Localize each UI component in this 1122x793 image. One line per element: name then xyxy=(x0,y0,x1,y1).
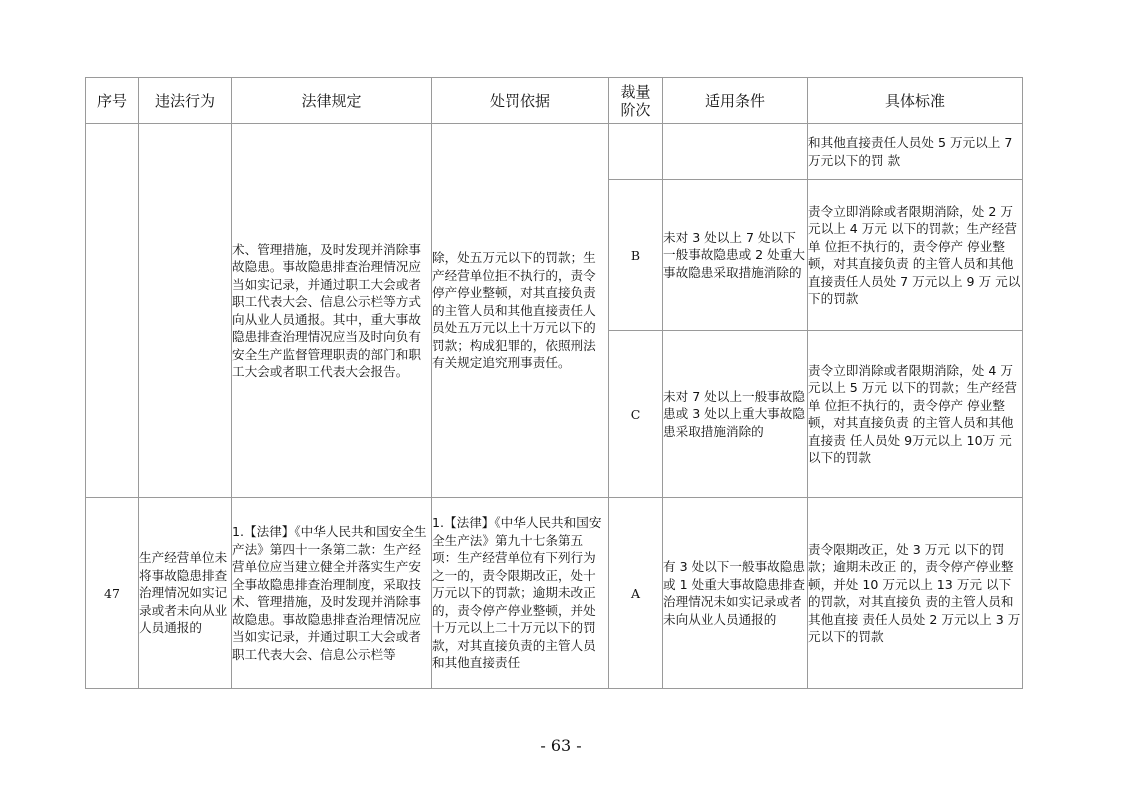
level-c-cell: C xyxy=(609,331,663,498)
cont-seq-cell xyxy=(86,124,139,498)
table-header-row xyxy=(86,78,1023,124)
table-row xyxy=(86,498,1023,689)
standard-b-cell: 责令立即消除或者限期消除，处 2 万元以上 4 万元 以下的罚款；生产经营单 位拒不执行的，责令停产 停业整顿，对其直接负责 的主管人员和其他直接责任人员处 7 万元以上 9 万 元以下的罚款 xyxy=(808,180,1023,331)
penalty-standard-table xyxy=(85,77,1023,689)
header-penalty-basis: 处罚依据 xyxy=(432,78,609,124)
header-seq: 序号 xyxy=(86,78,139,124)
cont-level-cell-empty xyxy=(609,124,663,180)
cont-law-cell: 术、管理措施，及时发现并消除事故隐患。事故隐患排查治理情况应当如实记录，并通过职工大会或者职工代表大会、信息公示栏等方式向从业人员通报。其中，重大事故隐患排查治理情况应当及时向负有安全生产监督管理职责的部门和职工大会或者职工代表大会报告。 xyxy=(232,124,432,498)
level-b-cell: B xyxy=(609,180,663,331)
row47-violation-cell: 生产经营单位未将事故隐患排查治理情况如实记录或者未向从业人员通报的 xyxy=(139,498,232,689)
condition-c-cell: 未对 7 处以上一般事故隐患或 3 处以上重大事故隐患采取措施消除的 xyxy=(663,331,808,498)
standard-c-cell: 责令立即消除或者限期消除，处 4 万元以上 5 万元 以下的罚款；生产经营单 位拒不执行的，责令停产 停业整顿，对其直接负责 的主管人员和其他直接责 任人员处 9万元以上 10万 元以下的罚款 xyxy=(808,331,1023,498)
header-condition: 适用条件 xyxy=(663,78,808,124)
page-number: - 63 - xyxy=(540,736,582,755)
cont-violation-cell xyxy=(139,124,232,498)
header-level: 裁量阶次 xyxy=(609,78,663,124)
table-row xyxy=(86,124,1023,180)
cont-penalty-basis-cell: 除，处五万元以下的罚款；生产经营单位拒不执行的，责令停产停业整顿，对其直接负责的主管人员和其他直接责任人员处五万元以上十万元以下的罚款；构成犯罪的，依照刑法有关规定追究刑事责任。 xyxy=(432,124,609,498)
row47-penalty-basis-cell: 1.【法律】《中华人民共和国安全生产法》第九十七条第五项：生产经营单位有下列行为之一的，责令限期改正，处十万元以下的罚款；逾期未改正的，责令停产停业整顿，并处十万元以上二十万元以下的罚款，对其直接负责的主管人员和其他直接责任 xyxy=(432,498,609,689)
condition-b-cell: 未对 3 处以上 7 处以下一般事故隐患或 2 处重大事故隐患采取措施消除的 xyxy=(663,180,808,331)
row47-standard-cell: 责令限期改正，处 3 万元 以下的罚款；逾期未改正 的，责令停产停业整顿，并处 10 万元以上 13 万元 以下的罚款，对其直接负 责的主管人员和其他直接 责任人员处 2 万元以上 3 万元以下的罚款 xyxy=(808,498,1023,689)
row47-condition-cell: 有 3 处以下一般事故隐患或 1 处重大事故隐患排查治理情况未如实记录或者未向从业人员通报的 xyxy=(663,498,808,689)
row47-level-cell: A xyxy=(609,498,663,689)
row47-seq-cell: 47 xyxy=(86,498,139,689)
header-law: 法律规定 xyxy=(232,78,432,124)
cont-standard-top-cell: 和其他直接责任人员处 5 万元以上 7 万元以下的罚 款 xyxy=(808,124,1023,180)
row47-law-cell: 1.【法律】《中华人民共和国安全生产法》第四十一条第二款：生产经营单位应当建立健全并落实生产安全事故隐患排查治理制度，采取技术、管理措施，及时发现并消除事故隐患。事故隐患排查治理情况应当如实记录，并通过职工大会或者职工代表大会、信息公示栏等 xyxy=(232,498,432,689)
header-violation: 违法行为 xyxy=(139,78,232,124)
header-standard: 具体标准 xyxy=(808,78,1023,124)
cont-condition-cell-empty xyxy=(663,124,808,180)
